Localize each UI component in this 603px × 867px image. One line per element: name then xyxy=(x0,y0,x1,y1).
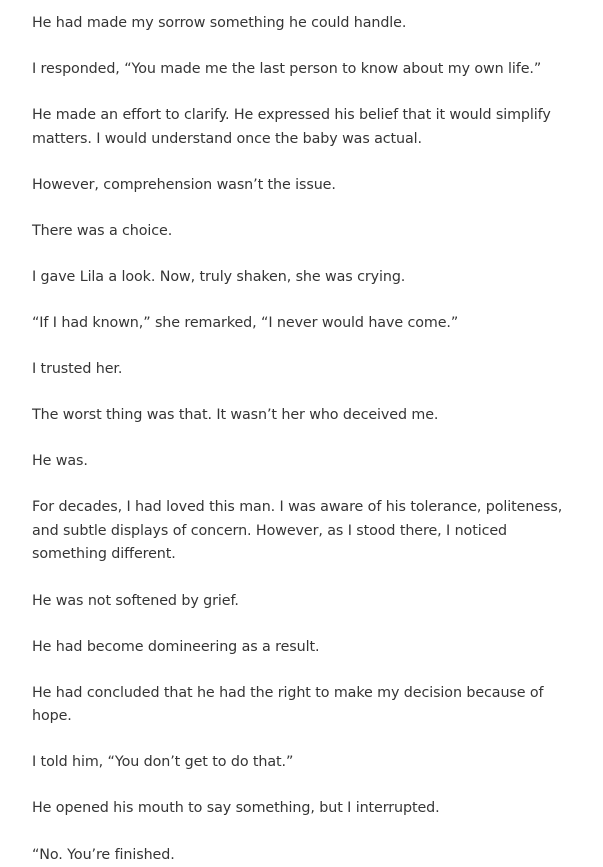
paragraph: He opened his mouth to say something, but I interrupted. xyxy=(32,797,577,821)
paragraph: He was. xyxy=(32,450,577,474)
paragraph: For decades, I had loved this man. I was aware of his tolerance, politeness, and subtle displays of concern. However, as I stood there, I noticed something different. xyxy=(32,496,577,567)
paragraph: He had concluded that he had the right to make my decision because of hope. xyxy=(32,682,577,729)
paragraph: I told him, “You don’t get to do that.” xyxy=(32,751,577,775)
paragraph: He had made my sorrow something he could handle. xyxy=(32,12,577,36)
paragraph: The worst thing was that. It wasn’t her who deceived me. xyxy=(32,404,577,428)
paragraph: “If I had known,” she remarked, “I never would have come.” xyxy=(32,312,577,336)
paragraph: I responded, “You made me the last person to know about my own life.” xyxy=(32,58,577,82)
article-body xyxy=(32,12,577,867)
paragraph: He had become domineering as a result. xyxy=(32,636,577,660)
paragraph: He made an effort to clarify. He expressed his belief that it would simplify matters. I would understand once the baby was actual. xyxy=(32,104,577,151)
paragraph: I gave Lila a look. Now, truly shaken, she was crying. xyxy=(32,266,577,290)
paragraph: He was not softened by grief. xyxy=(32,590,577,614)
paragraph: There was a choice. xyxy=(32,220,577,244)
paragraph: “No. You’re finished. xyxy=(32,844,577,867)
paragraph: However, comprehension wasn’t the issue. xyxy=(32,174,577,198)
paragraph: I trusted her. xyxy=(32,358,577,382)
